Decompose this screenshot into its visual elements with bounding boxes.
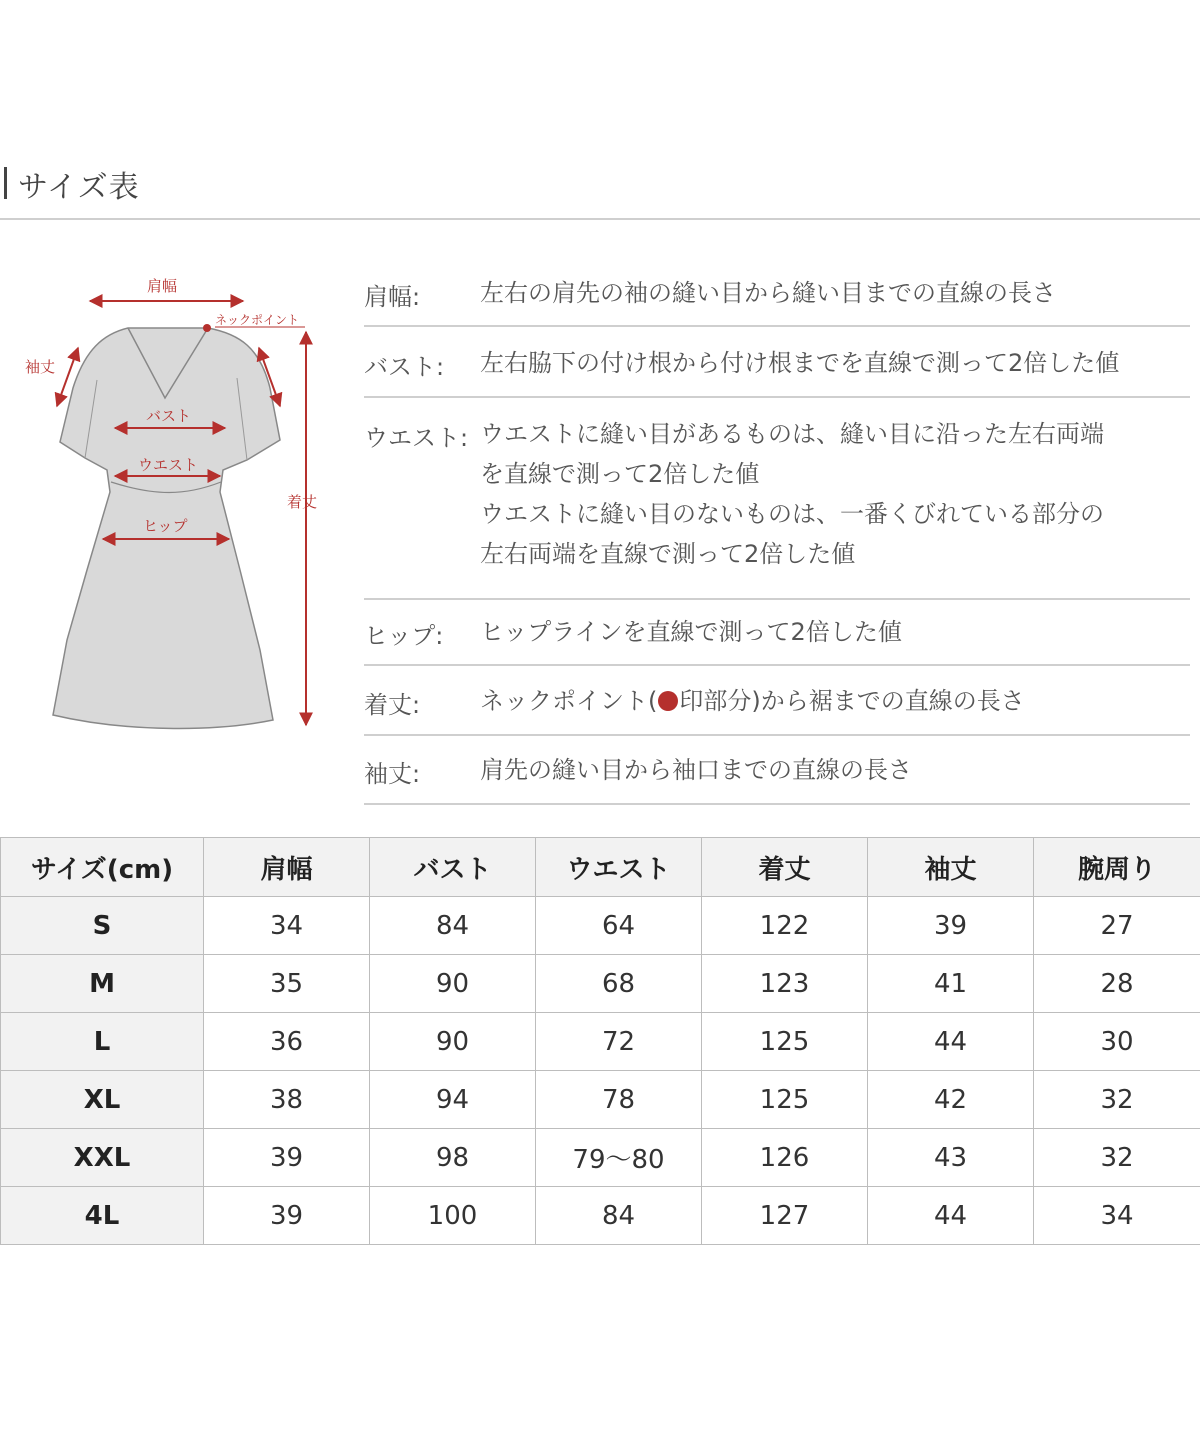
table-row [1,1071,1200,1129]
table-row [1,897,1200,955]
header-length: 着丈 [702,838,868,897]
table-cell: 90 [370,1013,536,1071]
definition-hip [364,600,1190,666]
table-cell: 68 [536,955,702,1013]
table-cell: 44 [868,1013,1034,1071]
table-cell: 44 [868,1187,1034,1245]
definition-term: 袖丈: [364,760,421,788]
table-cell: 78 [536,1071,702,1129]
definition-text: 左右脇下の付け根から付け根までを直線で測って2倍した値 [480,349,1120,377]
garment-diagram [15,270,345,740]
size-label: M [1,955,204,1013]
table-cell: 94 [370,1071,536,1129]
table-cell: 42 [868,1071,1034,1129]
header-sleeve: 袖丈 [868,838,1034,897]
measurement-definitions [364,262,1190,805]
table-cell: 125 [702,1071,868,1129]
label-shoulder: 肩幅 [147,277,178,295]
neck-point-dot-icon [658,691,678,711]
size-table [0,837,1200,1245]
header-size: サイズ(cm) [1,838,204,897]
label-sleeve: 袖丈 [25,358,56,376]
definition-length [364,666,1190,736]
table-cell: 38 [204,1071,370,1129]
definition-waist [364,398,1190,600]
label-bust: バスト [146,407,192,425]
header-bust: バスト [370,838,536,897]
definition-text: ウエストに縫い目のないものは、一番くびれている部分の [480,500,1104,528]
size-label: XXL [1,1129,204,1187]
table-cell: 27 [1034,897,1200,955]
definition-shoulder [364,262,1190,327]
size-label: S [1,897,204,955]
table-cell: 64 [536,897,702,955]
table-cell: 35 [204,955,370,1013]
table-row [1,1013,1200,1071]
table-row [1,1129,1200,1187]
label-neck-point: ネックポイント [215,313,300,327]
table-cell: 79～80 [536,1129,702,1187]
table-cell: 122 [702,897,868,955]
definition-term: ウエスト: [364,424,469,452]
table-cell: 123 [702,955,868,1013]
definition-text: を直線で測って2倍した値 [480,460,760,488]
table-cell: 72 [536,1013,702,1071]
size-label: XL [1,1071,204,1129]
table-cell: 125 [702,1013,868,1071]
header-arm: 腕周り [1034,838,1200,897]
definition-text: 左右の肩先の袖の縫い目から縫い目までの直線の長さ [480,279,1056,307]
table-cell: 34 [204,897,370,955]
label-waist: ウエスト [138,456,199,474]
definition-term: バスト: [364,353,445,381]
table-cell: 39 [204,1129,370,1187]
definition-text: ネックポイント( [480,687,658,715]
table-cell: 28 [1034,955,1200,1013]
definition-text: ヒップラインを直線で測って2倍した値 [480,618,902,646]
table-cell: 43 [868,1129,1034,1187]
table-cell: 126 [702,1129,868,1187]
definition-text: 左右両端を直線で測って2倍した値 [480,540,856,568]
table-header-row [1,838,1200,897]
definition-sleeve [364,736,1190,805]
table-cell: 84 [370,897,536,955]
neck-point-dot [203,324,211,332]
dress-illustration [15,270,345,740]
table-cell: 39 [204,1187,370,1245]
size-label: 4L [1,1187,204,1245]
definition-text: ウエストに縫い目があるものは、縫い目に沿った左右両端 [480,420,1104,448]
definition-term: ヒップ: [364,622,444,650]
definition-bust [364,327,1190,398]
table-cell: 100 [370,1187,536,1245]
table-cell: 36 [204,1013,370,1071]
definition-term: 着丈: [364,691,421,719]
table-cell: 90 [370,955,536,1013]
table-cell: 30 [1034,1013,1200,1071]
table-cell: 84 [536,1187,702,1245]
header-waist: ウエスト [536,838,702,897]
label-hip: ヒップ [143,517,188,535]
definition-term: 肩幅: [364,283,421,311]
section-header [0,160,1200,220]
table-cell: 41 [868,955,1034,1013]
table-row [1,955,1200,1013]
header-shoulder: 肩幅 [204,838,370,897]
page-title: サイズ表 [18,170,140,205]
table-cell: 98 [370,1129,536,1187]
table-cell: 127 [702,1187,868,1245]
definition-text: 印部分)から裾までの直線の長さ [679,687,1025,715]
table-cell: 32 [1034,1129,1200,1187]
table-cell: 32 [1034,1071,1200,1129]
size-label: L [1,1013,204,1071]
label-length: 着丈 [287,493,318,511]
title-accent-bar [4,167,7,199]
table-cell: 39 [868,897,1034,955]
table-row [1,1187,1200,1245]
definition-text: 肩先の縫い目から袖口までの直線の長さ [480,756,912,784]
table-cell: 34 [1034,1187,1200,1245]
